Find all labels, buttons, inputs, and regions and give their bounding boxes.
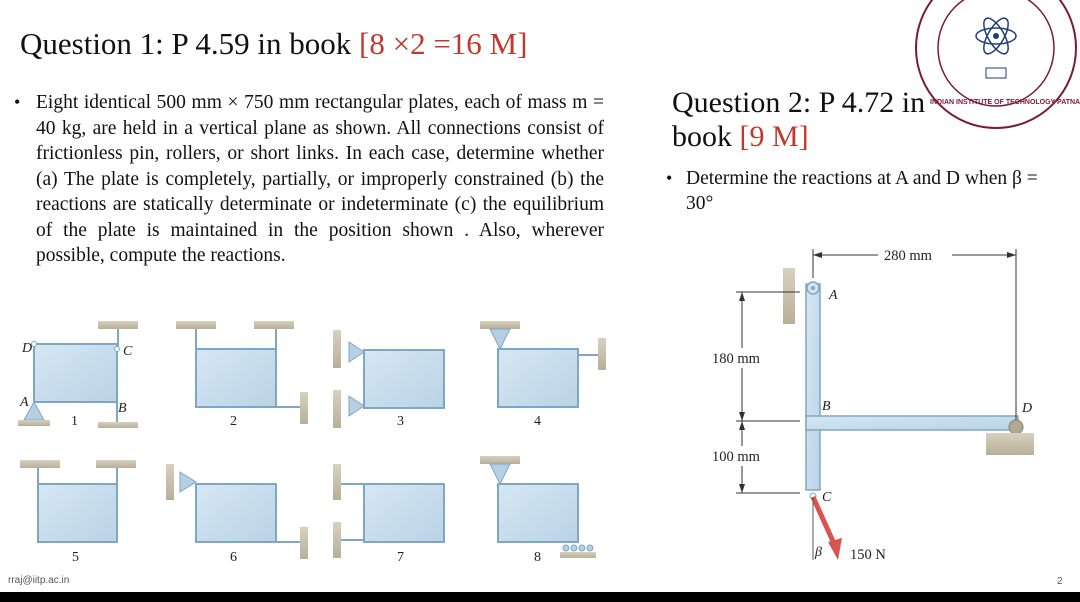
case-number: 6: [230, 550, 237, 565]
plate-4: [498, 349, 578, 407]
plate-5: [38, 484, 117, 542]
q2-title: [672, 86, 972, 154]
point-label-a: A: [20, 395, 29, 410]
q2-figure: [710, 246, 1034, 563]
case-number: 7: [397, 550, 404, 565]
plate-1: [34, 344, 117, 402]
q1-title-marks: [8 ×2 =16 M]: [359, 26, 528, 61]
q1-title-prefix: Question 1: P 4.59 in book: [20, 26, 360, 61]
plate-6: [196, 484, 276, 542]
bottom-bar: [0, 592, 1080, 602]
q2-title-prefix: Question 2: P 4.72 in book: [672, 86, 926, 153]
dim-horizontal: 280 mm: [884, 248, 932, 264]
logo-name: INDIAN INSTITUTE OF TECHNOLOGY PATNA: [930, 99, 1080, 106]
case-number: 3: [397, 414, 404, 429]
plate-8: [498, 484, 578, 542]
page-number: 2: [1057, 576, 1063, 587]
point-label-a: A: [829, 288, 838, 303]
dim-lower: 100 mm: [712, 449, 760, 465]
dim-upper: 180 mm: [712, 351, 760, 367]
point-label-c: C: [123, 344, 133, 359]
point-label-d: D: [1022, 401, 1033, 416]
q1-bullet: •: [14, 92, 21, 112]
q1-figure: [18, 321, 606, 565]
plate-2: [196, 349, 276, 407]
case-3: [333, 330, 444, 428]
q1-title: [20, 26, 527, 62]
plate-7: [364, 484, 444, 542]
footer-email: rraj@iitp.ac.in: [8, 575, 70, 586]
point-label-b: B: [822, 399, 831, 414]
case-5: [20, 460, 136, 542]
case-number: 2: [230, 414, 237, 429]
load-label: 150 N: [850, 547, 886, 563]
case-number: 1: [71, 414, 78, 429]
plate-3: [364, 350, 444, 408]
case-number: 4: [534, 414, 541, 429]
case-8: [480, 456, 596, 558]
case-2: [176, 321, 308, 424]
point-label-c: C: [822, 490, 832, 505]
point-label-d: D: [22, 341, 33, 356]
q2-title-marks: [9 M]: [739, 120, 809, 153]
case-6: [166, 464, 308, 559]
q1-body: Eight identical 500 mm × 750 mm rectangular plates, each of mass m = 40 kg, are held in a vertical plane as shown. All connections consist of frictionless pin, rollers, or short links. In each case, determine whether (a) The plate is completely, partially, or improperly constrained (b) the reactions are statically determinate or indeterminate (c) the equilibrium of the plate is maintained in the position shown . Also, wherever possible, compute the reactions.: [36, 92, 604, 266]
q2-body: Determine the reactions at A and D when β = 30°: [686, 168, 1038, 214]
case-number: 8: [534, 550, 541, 565]
case-number: 5: [72, 550, 79, 565]
q2-bullet: •: [666, 168, 673, 188]
case-4: [480, 321, 606, 407]
case-7: [333, 464, 444, 558]
beta-label: β: [815, 545, 822, 560]
point-label-b: B: [118, 401, 127, 416]
